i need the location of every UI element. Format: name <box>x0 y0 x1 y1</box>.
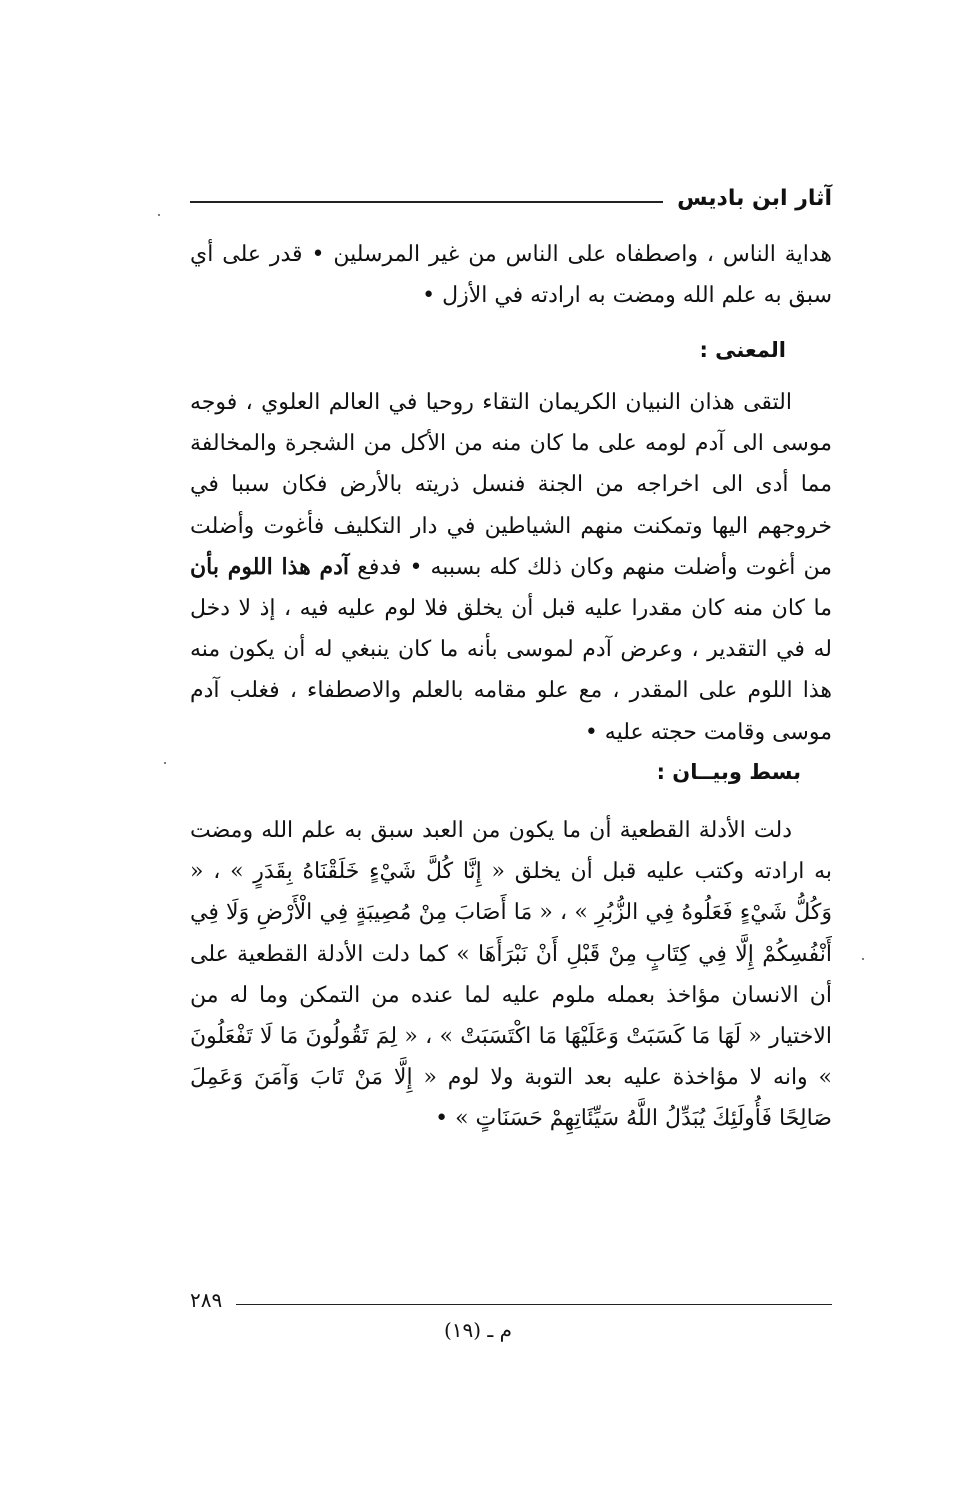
signature-mark: م ـ (١٩) <box>443 1318 513 1342</box>
header-rule <box>190 201 663 203</box>
paragraph-meaning-bold: آدم هذا اللوم بأن <box>190 553 350 580</box>
section-heading-expansion: بسط وبيــان : <box>656 760 801 784</box>
section-heading-meaning: المعنى : <box>699 338 786 362</box>
paragraph-expansion: دلت الأدلة القطعية أن ما يكون من العبد سبق به علم الله ومضت به ارادته وكتب عليه قبل أن يخلق « إِنَّا كُلَّ شَيْءٍ خَلَقْنَاهُ بِقَدَرٍ » ، « وَكُلُّ شَيْءٍ فَعَلُوهُ فِي الزُّبُرِ » ، « مَا أَصَابَ مِنْ مُصِيبَةٍ فِي الْأَرْضِ وَلَا فِي أَنْفُسِكُمْ إِلَّا فِي كِتَابٍ مِنْ قَبْلِ أَنْ نَبْرَأَهَا » كما دلت الأدلة القطعية على أن الانسان مؤاخذ بعمله ملوم عليه لما عنده من التمكن وما له من الاختيار « لَهَا مَا كَسَبَتْ وَعَلَيْهَا مَا اكْتَسَبَتْ » ، « لِمَ تَقُولُونَ مَا لَا تَفْعَلُونَ » وانه لا مؤاخذة عليه بعد التوبة ولا لوم « إِلَّا مَنْ تَابَ وَآمَنَ وَعَمِلَ صَالِحًا فَأُولَئِكَ يُبَدِّلُ اللَّهُ سَيِّئَاتِهِمْ حَسَنَاتٍ » • <box>190 818 833 1132</box>
paragraph-intro: هداية الناس ، واصطفاه على الناس من غير المرسلين • قدر على أي سبق به علم الله ومضت به ارادته في الأزل • <box>190 242 832 309</box>
scan-speck <box>158 214 160 216</box>
paragraph-meaning-text: التقى هذان النبيان الكريمان التقاء روحيا في العالم العلوي ، فوجه موسى الى آدم لومه على ما كان منه من الأكل من الشجرة والمخالفة مما أدى الى اخراجه من الجنة فنسل ذريته بالأرض فكان سببا في خروجهم اليها وتمكنت منهم الشياطين في دار التكليف فأغوت وأضلت من أغوت وأضلت منهم وكان ذلك كله بسببه • فدفع <box>190 390 833 580</box>
scan-speck <box>862 958 864 960</box>
running-header <box>190 175 832 211</box>
running-header-title: آثار ابن باديس <box>677 186 832 211</box>
scan-speck <box>164 762 166 764</box>
page-number: ٢٨٩ <box>190 1288 223 1312</box>
paragraph-meaning <box>190 382 832 753</box>
footer-rule <box>236 1304 832 1305</box>
footer-row <box>190 1288 832 1312</box>
paragraph-meaning-text-after: ما كان منه كان مقدرا عليه قبل أن يخلق فلا لوم عليه فيه ، إذ لا دخل له في التقدير ، وعرض آدم لموسى بأنه ما كان ينبغي له أن يكون منه هذا اللوم على المقدر ، مع علو مقامه بالعلم والاصطفاء ، فغلب آدم موسى وقامت حجته عليه • <box>190 596 832 745</box>
